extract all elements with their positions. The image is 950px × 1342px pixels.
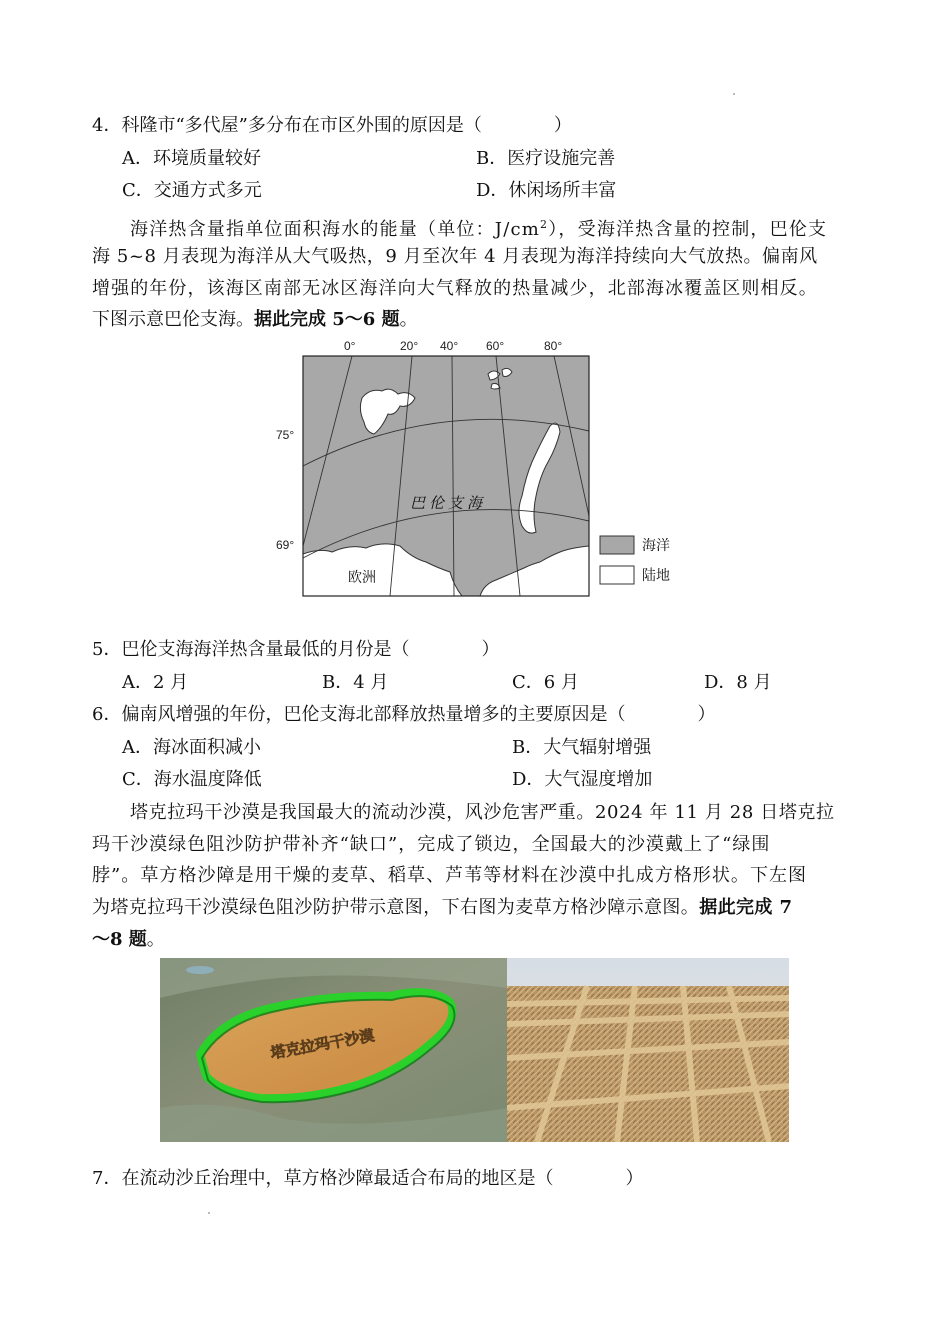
taklimakan-belt-image <box>160 958 507 1142</box>
q4-option-b: B．医疗设施完善 <box>476 148 616 169</box>
scan-dot-bottom <box>208 1212 210 1214</box>
passage1-instruction: 据此完成 5～6 题 <box>254 309 400 330</box>
q4-option-c: C．交通方式多元 <box>122 180 262 201</box>
passage2-line3: 脖”。草方格沙障是用干燥的麦草、稻草、芦苇等材料在沙漠中扎成方格形状。下左图 <box>92 865 808 886</box>
question-6-stem: 6．偏南风增强的年份，巴伦支海北部释放热量增多的主要原因是（ ） <box>92 704 716 725</box>
lon-label-60: 60° <box>486 339 505 353</box>
lat-label-69: 69° <box>276 538 295 552</box>
question-7-stem: 7．在流动沙丘治理中，草方格沙障最适合布局的地区是（ ） <box>92 1168 644 1189</box>
passage1-line4-text: 下图示意巴伦支海。 <box>92 309 254 330</box>
q5-option-a: A．2 月 <box>122 672 189 693</box>
passage1-line3: 增强的年份，该海区南部无冰区海洋向大气释放的热量减少，北部海冰覆盖区则相反。 <box>92 278 818 299</box>
passage1-line4-end: 。 <box>399 309 418 330</box>
straw-grid-figure <box>507 958 789 1142</box>
barents-sea-map <box>270 336 690 604</box>
q6-option-c: C．海水温度降低 <box>122 769 262 790</box>
scan-dot-top <box>733 93 735 95</box>
unit-superscript: 2 <box>540 218 549 231</box>
map-figure <box>270 336 690 604</box>
passage1-line2: 海 5~8 月表现为海洋从大气吸热，9 月至次年 4 月表现为海洋持续向大气放热。偏南风 <box>92 246 818 267</box>
passage2-line1: 塔克拉玛干沙漠是我国最大的流动沙漠，风沙危害严重。2024 年 11 月 28 日塔克拉 <box>130 802 835 823</box>
q4-option-d: D．休闲场所丰富 <box>476 180 617 201</box>
legend-sea-label: 海洋 <box>642 538 670 554</box>
q4-option-a: A．环境质量较好 <box>122 148 261 169</box>
passage1-line1-text-end: ），受海洋热含量的控制，巴伦支 <box>548 219 828 240</box>
passage2-line5 <box>92 928 165 952</box>
passage2-line2: 玛干沙漠绿色阻沙防护带补齐“缺口”，完成了锁边，全国最大的沙漠戴上了“绿围 <box>92 834 771 855</box>
passage1-line1-text: 海洋热含量指单位面积海水的能量（单位：J/cm <box>130 219 541 240</box>
straw-grid-image <box>507 958 789 1142</box>
sea-label: 巴伦支海 <box>410 494 487 512</box>
q6-option-d: D．大气湿度增加 <box>512 769 653 790</box>
legend-land-label: 陆地 <box>642 568 670 584</box>
taklimakan-belt-figure <box>160 958 507 1142</box>
question-4-stem: 4．科隆市“多代屋”多分布在市区外围的原因是（ ） <box>92 115 572 136</box>
lon-label-80: 80° <box>544 339 563 353</box>
legend-land-swatch <box>600 566 634 584</box>
legend-sea-swatch <box>600 536 634 554</box>
passage2-instruction-end: ～8 题 <box>92 929 147 950</box>
passage2-line5-end: 。 <box>146 929 165 950</box>
passage2-line4-text: 为塔克拉玛干沙漠绿色阻沙防护带示意图，下右图为麦草方格沙障示意图。 <box>92 897 700 918</box>
q6-option-a: A．海冰面积减小 <box>122 737 261 758</box>
passage1-line1 <box>130 213 827 242</box>
lon-label-20: 20° <box>400 339 419 353</box>
lon-label-40: 40° <box>440 339 459 353</box>
lat-label-75: 75° <box>276 428 295 442</box>
question-5-stem: 5．巴伦支海海洋热含量最低的月份是（ ） <box>92 639 500 660</box>
passage2-line4 <box>92 896 792 920</box>
passage1-line4 <box>92 308 418 332</box>
desert-name-label: 塔克拉玛干沙漠 <box>269 1026 376 1063</box>
land-label: 欧洲 <box>348 570 376 586</box>
q5-option-b: B．4 月 <box>322 672 389 693</box>
q5-option-c: C．6 月 <box>512 672 579 693</box>
lon-label-0: 0° <box>344 339 356 353</box>
q5-option-d: D．8 月 <box>704 672 772 693</box>
q6-option-b: B．大气辐射增强 <box>512 737 652 758</box>
passage2-instruction: 据此完成 7 <box>699 897 793 918</box>
